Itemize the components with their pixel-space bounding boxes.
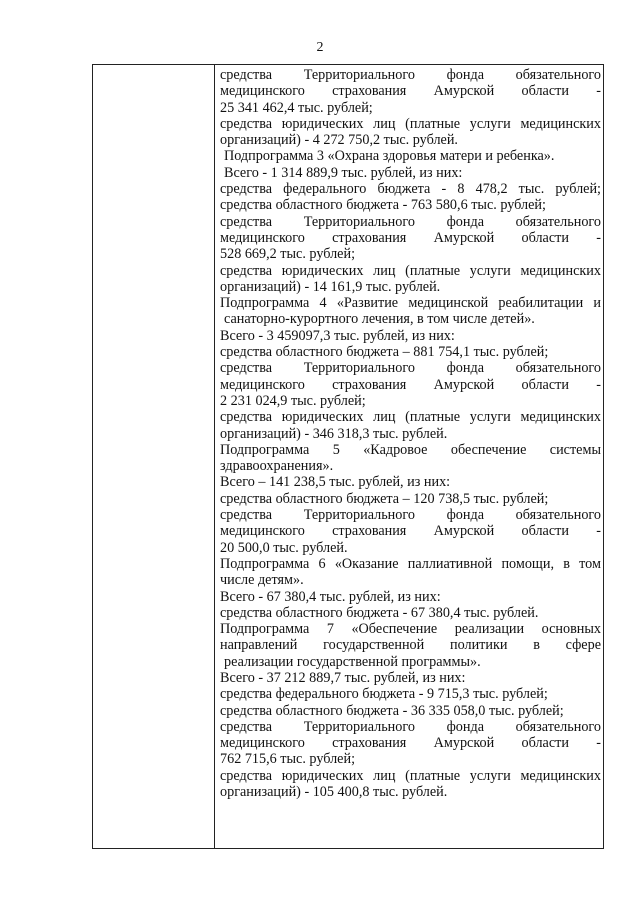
word: - [596, 83, 601, 100]
word: 4 [319, 295, 327, 312]
text-line: средства федерального бюджета - 9 715,3 тыс. рублей; [220, 686, 548, 703]
text-line: организаций) - 105 400,8 тыс. рублей. [220, 784, 448, 801]
text-line: Всего - 37 212 889,7 тыс. рублей, из них: [220, 669, 466, 686]
word: (платные [405, 767, 461, 784]
word: Подпрограмма [220, 555, 310, 572]
text-line [220, 768, 601, 784]
word: услуги [469, 262, 511, 279]
word: сфере [565, 637, 601, 654]
word: реализации [454, 621, 525, 638]
word: 478,2 [475, 181, 508, 198]
word: медицинского [220, 229, 305, 246]
word: 8 [457, 181, 465, 198]
word: помощи, [501, 555, 554, 572]
word: Подпрограмма [220, 441, 310, 458]
word: фонда [446, 718, 484, 735]
word: направлений [220, 637, 298, 654]
word: средства [220, 67, 273, 83]
word: и [593, 295, 601, 312]
word: юридических [281, 409, 364, 426]
word: области [521, 229, 569, 246]
word: фонда [446, 213, 484, 230]
word: «Оказание [334, 555, 399, 572]
word: обязательного [515, 360, 601, 377]
word: реабилитации [498, 295, 584, 312]
word: лиц [373, 115, 396, 132]
text-line: организаций) - 14 161,9 тыс. рублей. [220, 278, 441, 295]
word: обязательного [515, 67, 601, 83]
word: Подпрограмма [220, 621, 310, 638]
word: «Развитие [336, 295, 399, 312]
text-line [220, 556, 601, 572]
word: основных [541, 621, 601, 638]
text-line [220, 214, 601, 230]
word: тыс. [518, 181, 545, 198]
word: лиц [373, 262, 396, 279]
text-line: санаторно-курортного лечения, в том числе детей». [224, 311, 535, 328]
word: юридических [281, 262, 364, 279]
word: Территориального [303, 67, 415, 83]
text-line: средства областного бюджета – 120 738,5 тыс. рублей; [220, 490, 549, 507]
word: 7 [326, 621, 334, 638]
word: области [521, 376, 569, 393]
word: фонда [446, 360, 484, 377]
text-line: Всего - 3 459097,3 тыс. рублей, из них: [220, 327, 455, 344]
word: Территориального [303, 507, 415, 524]
text-line [220, 230, 601, 246]
word: лиц [373, 409, 396, 426]
word: юридических [281, 115, 364, 132]
word: средства [220, 181, 273, 198]
text-line: 762 715,6 тыс. рублей; [220, 751, 356, 768]
word: паллиативной [407, 555, 493, 572]
text-line: Подпрограмма 3 «Охрана здоровья матери и ребенка». [224, 148, 555, 165]
text-line [220, 181, 601, 197]
word: средства [220, 115, 273, 132]
column-divider [214, 65, 215, 848]
word: средства [220, 360, 273, 377]
word: - [596, 735, 601, 752]
word: средства [220, 767, 273, 784]
text-line: организаций) - 346 318,3 тыс. рублей. [220, 425, 448, 442]
text-line: Всего - 1 314 889,9 тыс. рублей, из них: [224, 164, 463, 181]
word: - [596, 523, 601, 540]
text-line [220, 83, 601, 99]
word: Территориального [303, 213, 415, 230]
word: медицинских [520, 262, 601, 279]
word: в [533, 637, 540, 654]
text-line: 528 669,2 тыс. рублей; [220, 246, 356, 263]
word: фонда [446, 507, 484, 524]
word: страхования [332, 523, 407, 540]
word: (платные [405, 115, 461, 132]
text-line [220, 295, 601, 311]
word: юридических [281, 767, 364, 784]
word: медицинских [520, 409, 601, 426]
word: (платные [405, 409, 461, 426]
text-line [220, 409, 601, 425]
word: медицинского [220, 735, 305, 752]
text-line [220, 637, 601, 653]
text-line: числе детям». [220, 572, 304, 589]
text-line [220, 507, 601, 523]
word: услуги [469, 115, 511, 132]
word: Амурской [433, 83, 495, 100]
text-line [220, 263, 601, 279]
word: рублей; [555, 181, 601, 198]
text-line: здравоохранения». [220, 458, 334, 475]
text-line: средства областного бюджета - 67 380,4 тыс. рублей. [220, 604, 539, 621]
word: «Кадровое [363, 441, 428, 458]
text-line: Всего - 67 380,4 тыс. рублей, из них: [220, 588, 441, 605]
word: обязательного [515, 507, 601, 524]
word: Амурской [433, 735, 495, 752]
word: системы [549, 441, 601, 458]
word: страхования [332, 83, 407, 100]
word: страхования [332, 376, 407, 393]
word: обязательного [515, 718, 601, 735]
word: страхования [332, 229, 407, 246]
word: федерального [283, 181, 367, 198]
program-funding-table [92, 64, 604, 849]
word: Амурской [433, 376, 495, 393]
text-line: 20 500,0 тыс. рублей. [220, 539, 348, 556]
word: области [521, 523, 569, 540]
word: - [596, 229, 601, 246]
text-line [220, 442, 601, 458]
word: медицинской [408, 295, 489, 312]
word: фонда [446, 67, 484, 83]
word: средства [220, 409, 273, 426]
word: - [596, 376, 601, 393]
text-line: Всего – 141 238,5 тыс. рублей, из них: [220, 474, 451, 491]
word: области [521, 735, 569, 752]
word: том [579, 555, 601, 572]
word: обеспечение [450, 441, 527, 458]
text-line: организаций) - 4 272 750,2 тыс. рублей. [220, 132, 458, 149]
page-number: 2 [316, 40, 324, 55]
word: 5 [332, 441, 340, 458]
word: (платные [405, 262, 461, 279]
word: «Обеспечение [351, 621, 438, 638]
text-line [220, 377, 601, 393]
word: Подпрограмма [220, 295, 310, 312]
word: медицинского [220, 376, 305, 393]
word: услуги [469, 409, 511, 426]
word: страхования [332, 735, 407, 752]
text-line: средства областного бюджета - 763 580,6 тыс. рублей; [220, 197, 546, 214]
word: бюджета [377, 181, 431, 198]
word: политики [449, 637, 508, 654]
word: средства [220, 262, 273, 279]
text-line [220, 523, 601, 539]
word: средства [220, 213, 273, 230]
word: средства [220, 718, 273, 735]
text-line [220, 719, 601, 735]
word: Территориального [303, 718, 415, 735]
text-line [220, 360, 601, 376]
word: медицинских [520, 115, 601, 132]
text-line [220, 735, 601, 751]
word: Территориального [303, 360, 415, 377]
word: обязательного [515, 213, 601, 230]
text-line: 2 231 024,9 тыс. рублей; [220, 392, 366, 409]
word: области [521, 83, 569, 100]
word: медицинского [220, 523, 305, 540]
text-line [220, 621, 601, 637]
text-line [220, 67, 601, 83]
word: - [441, 181, 447, 198]
word: Амурской [433, 523, 495, 540]
word: медицинских [520, 767, 601, 784]
word: Амурской [433, 229, 495, 246]
word: медицинского [220, 83, 305, 100]
text-line [220, 116, 601, 132]
text-line: средства областного бюджета – 881 754,1 тыс. рублей; [220, 344, 549, 361]
word: средства [220, 507, 273, 524]
funding-description-cell [220, 67, 601, 848]
text-line: 25 341 462,4 тыс. рублей; [220, 99, 373, 116]
text-line: средства областного бюджета - 36 335 058,0 тыс. рублей; [220, 702, 564, 719]
word: лиц [373, 767, 396, 784]
word: услуги [469, 767, 511, 784]
word: 6 [318, 555, 326, 572]
word: государственной [323, 637, 425, 654]
word: в [563, 555, 570, 572]
text-line: реализации государственной программы». [224, 653, 481, 670]
